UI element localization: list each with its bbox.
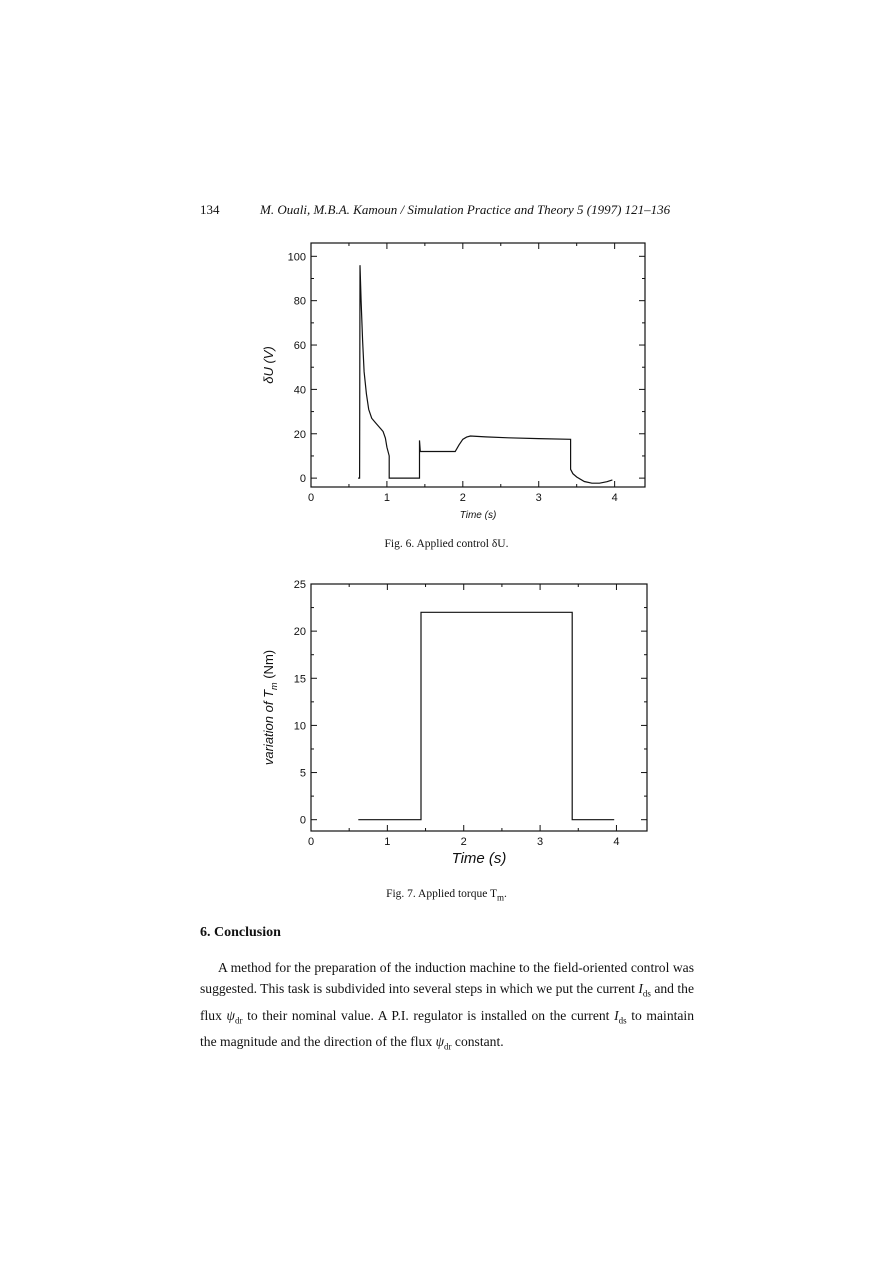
paragraph-run: A method for the preparation of the induction machine to the field-oriented control was suggested. This task is subdivided into several steps in which we put the current [200, 960, 694, 996]
y-tick-label: 15 [293, 673, 306, 686]
y-tick-label: 20 [293, 428, 306, 441]
x-tick-label: 2 [459, 492, 466, 504]
running-title: M. Ouali, M.B.A. Kamoun / Simulation Practice and Theory 5 (1997) 121–136 [260, 202, 671, 217]
y-axis-label [261, 650, 279, 765]
x-tick-label: 3 [537, 836, 544, 848]
x-tick-label: 0 [307, 492, 315, 504]
y-axis-label-unit: (Nm) [261, 649, 276, 683]
y-axis-label-text: δU (V) [261, 346, 276, 384]
conclusion-paragraph [200, 957, 694, 1058]
y-axis-label-text: variation of T [261, 689, 276, 766]
x-tick-label: 4 [611, 492, 618, 504]
x-axis-label: Time (s) [451, 850, 507, 867]
paragraph-run: ds [618, 1015, 627, 1026]
paragraph-run: ds [642, 988, 651, 999]
y-tick-label: 20 [293, 626, 306, 639]
data-line [358, 612, 614, 819]
y-tick-label: 60 [293, 340, 306, 353]
running-header [200, 202, 670, 222]
x-tick-label: 4 [613, 836, 620, 848]
y-tick-label: 0 [299, 814, 306, 827]
x-axis-label: Time (s) [459, 510, 497, 521]
paragraph-run: I [638, 981, 643, 996]
paragraph-run: and the flux [200, 981, 694, 1023]
page-number: 134 [200, 202, 220, 217]
paragraph-run: to their nominal value. A P.I. regulator is installed on the current [242, 1007, 615, 1023]
figure-7-caption-sub: m [497, 892, 505, 903]
paragraph-run: dr [234, 1015, 243, 1026]
y-tick-label: 0 [299, 473, 306, 486]
paragraph-run: I [614, 1007, 619, 1023]
x-tick-label: 0 [307, 836, 315, 848]
paragraph-run: constant. [451, 1034, 504, 1050]
x-tick-label: 1 [383, 492, 390, 504]
plot-frame [311, 584, 647, 831]
data-line [358, 265, 612, 483]
plot-frame [311, 243, 645, 487]
y-tick-label: 5 [299, 767, 306, 780]
y-tick-label: 10 [293, 720, 306, 733]
x-tick-label: 2 [460, 836, 467, 848]
paragraph-run: dr [444, 1042, 452, 1053]
y-axis-label [261, 346, 276, 384]
y-tick-label: 40 [293, 384, 306, 397]
figure-7-caption-text: Fig. 7. Applied torque T [386, 888, 498, 900]
y-tick-label: 80 [293, 295, 306, 308]
section-heading: 6. Conclusion [200, 925, 281, 940]
x-tick-label: 3 [535, 492, 542, 504]
y-axis-label-sub: m [269, 682, 279, 690]
figure-6-chart [0, 228, 893, 528]
y-tick-label: 100 [287, 251, 306, 264]
figure-7-chart [0, 570, 893, 880]
x-tick-label: 1 [384, 836, 391, 848]
figure-6-caption: Fig. 6. Applied control δU. [384, 538, 509, 550]
paragraph-run: ψ [226, 1007, 235, 1023]
y-tick-label: 25 [293, 579, 306, 591]
figure-7-caption [0, 888, 893, 902]
figure-7-caption-end: . [504, 888, 507, 900]
paragraph-run: to maintain the magnitude and the direction of the flux [200, 1007, 694, 1050]
paragraph-run: ψ [435, 1034, 445, 1050]
